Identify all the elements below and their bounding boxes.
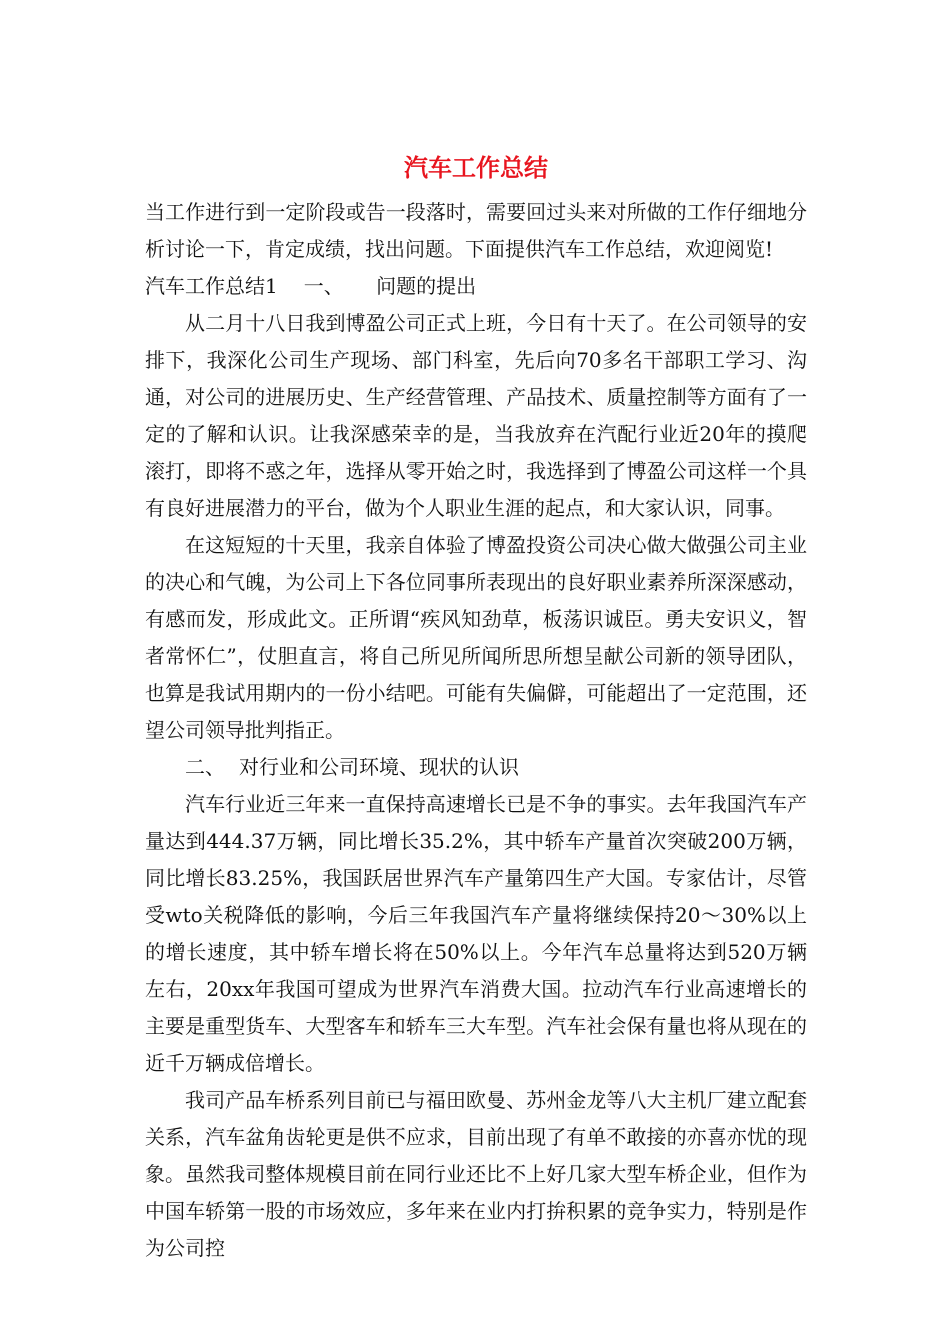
intro-paragraph: 当工作进行到一定阶段或告一段落时，需要回过头来对所做的工作仔细地分析讨论一下，肯定成绩，找出问题。下面提供汽车工作总结，欢迎阅览! — [145, 200, 807, 261]
section-2-title: 对行业和公司环境、现状的认识 — [239, 755, 519, 779]
section-1-title: 问题的提出 — [376, 274, 477, 298]
paragraph-3: 汽车行业近三年来一直保持高速增长已是不争的事实。去年我国汽车产量达到444.37万辆，同比增长35.2%，其中轿车产量首次突破200万辆，同比增长83.25%，我国跃居世界汽车产量第四生产大国。专家估计，尽管受wto关税降低的影响，今后三年我国汽车产量将继续保持20～30%以上的增长速度，其中轿车增长将在50%以上。今年汽车总量将达到520万辆左右，20xx年我国可望成为世界汽车消费大国。拉动汽车行业高速增长的主要是重型货车、大型客车和轿车三大车型。汽车社会保有量也将从现在的近千万辆成倍增长。 — [145, 792, 807, 1075]
document-title: 汽车工作总结 — [404, 154, 548, 182]
paragraph-4: 我司产品车桥系列目前已与福田欧曼、苏州金龙等八大主机厂建立配套关系，汽车盆角齿轮更是供不应求，目前出现了有单不敢接的亦喜亦忧的现象。虽然我司整体规模目前在同行业还比不上好几家大型车桥企业，但作为中国车轿第一股的市场效应，多年来在业内打拚积累的竞争实力，特别是作为公司控 — [145, 1088, 807, 1260]
document-body — [145, 146, 807, 1267]
section-1-heading — [145, 268, 807, 305]
section-1-label: 汽车工作总结1 — [145, 274, 278, 298]
section-1-number: 一、 — [303, 274, 344, 298]
section-2-number: 二、 — [185, 755, 225, 779]
paragraph-2: 在这短短的十天里，我亲自体验了博盈投资公司决心做大做强公司主业的决心和气魄，为公司上下各位同事所表现出的良好职业素养所深深感动，有感而发，形成此文。正所谓“疾风知劲草，板荡识诚臣。勇夫安识义，智者常怀仁”，仗胆直言，将自己所见所闻所思所想呈献公司新的领导团队，也算是我试用期内的一份小结吧。可能有失偏僻，可能超出了一定范围，还望公司领导批判指正。 — [145, 533, 807, 742]
section-2-heading — [145, 749, 807, 786]
paragraph-1: 从二月十八日我到博盈公司正式上班，今日有十天了。在公司领导的安排下，我深化公司生产现场、部门科室，先后向70多名干部职工学习、沟通，对公司的进展历史、生产经营管理、产品技术、质量控制等方面有了一定的了解和认识。让我深感荣幸的是，当我放弃在汽配行业近20年的摸爬滚打，即将不惑之年，选择从零开始之时，我选择到了博盈公司这样一个具有良好进展潜力的平台，做为个人职业生涯的起点，和大家认识，同事。 — [145, 311, 807, 520]
